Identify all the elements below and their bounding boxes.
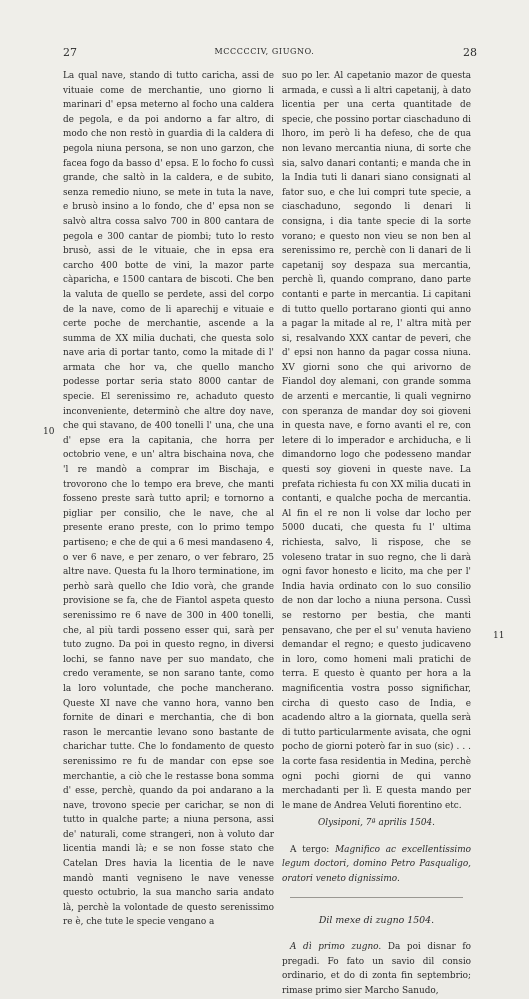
entry-text: Da poi disnar fo pregadi. Fo fato un savio dil consio ordinario, et do di zonta fin septembrio; rimase primo sier Marcho Sanudo, xyxy=(282,942,471,997)
section-heading: Dil mexe di zugno 1504. xyxy=(318,914,435,926)
right-column-text: suo po ler. Al capetanio mazor de questa armada, e cussì a li altri capetanij, à dato licentia per una certa quantitade de specie, che possino portar ciaschaduno di lhoro, im però li ha defeso, che de qua non levano mercantia niuna, di sorte che sia, salvo danari contanti; e manda che in la India tuti li danari siano consignati al fator suo, e che lui compri tute specie, a ciaschaduno, segondo li denari li consigna, i dia tante specie di la sorte vorano; e questo non vieu se non ben al serenissimo re, perchè con li danari de li capetanij soy despaza sua mercantia, perchè lì, quando comprano, dano parte contanti e parte in mercantia. Li capitani di tutto quello portarano gionti qui anno a pagar la mitade al re, l' altra mità per si, resalvando XXX cantar de peveri, che d' epsi non hanno da pagar cossa niuna. XV giorni sono che qui arivorno de Fiandol doy alemani, con grande somma de arzenti e mercantie, li quali vegnirno con speranza de mandar doy soi gioveni in questa nave, e forno avanti el re, con letere di lo imperador e archiducha, e li dimandorno logo che podesseno mandar questi soy gioveni in queste nave. La prefata richiesta fu con XX milia ducati in contanti, e qualche pocha de mercantia. Al fin el re non li volse dar locho per 5000 ducati, che questa fu l' ultima richiesta, salvo, li rispose, che se voleseno tratar in suo regno, che li darà ogni favor honesto e licito, ma che per l' India havia ordinato con lo suo consilio de non dar locho a niuna persona. Cussì se restorno per bestia, che manti pensavano, che per el su' venuta havieno demandar el regno; e questo judicaveno in loro, como homeni mali pratichi de terra. E questo è quanto per hora a la magnificentia vostra posso significhar, circha di questo caso de India, e acadendo altro a la giornata, quella serà di tutto particularmente avisata, che ogni pocho de giorni poterò far in suo (sic) . . . la corte fasa residentia in Medina, perchè ogni pochi giorni de qui vanno merchadanti per lì. E questa mando per le mane de Andrea Veluti fiorentino etc. xyxy=(282,71,471,811)
page-number-left: 27 xyxy=(63,46,77,59)
page-number-right: 28 xyxy=(463,46,477,59)
left-column xyxy=(63,69,274,930)
right-column xyxy=(282,69,471,999)
page-header xyxy=(0,46,529,62)
letter-signature: Olysiponi, 7ª aprilis 1504. xyxy=(318,818,435,829)
address-text: Magnifico ac excellentissimo legum doctori, domino Petro Pasqualigo, oratori veneto dignissimo. xyxy=(282,844,471,885)
margin-line-number-left: 10 xyxy=(43,427,55,437)
section-divider xyxy=(290,897,463,898)
letter-address xyxy=(282,843,471,887)
entry-lead: A dì primo zugno. xyxy=(290,942,382,953)
margin-line-number-right: 11 xyxy=(493,631,505,641)
running-title: MCCCCCIV, GIUGNO. xyxy=(214,47,315,56)
address-lead: A tergo: xyxy=(290,844,330,855)
left-column-text: La qual nave, stando di tutto caricha, assi de vituaie come de merchantie, uno giorno li marinari d' epsa meterno al focho una caldera de pegola, e da poi andorno a far altro, di modo che non restò in guardia di la caldera di pegola niuna persona, se non uno garzon, che facea fogo da basso d' epsa. E lo focho fo cussì grande, che saltò in la caldera, e de subito, senza remedio niuno, se mete in tuta la nave, e brusò insino a lo fondo, che d' epsa non se salvò altra cossa salvo 700 in 800 cantara de pegola e 300 cantar de piombi; tuto lo resto brusò, assi de le vituaie, che in epsa era carcho 400 botte de vini, la mazor parte càparicha, e 1500 cantara de biscoti. Che ben la valuta de quello se perdete, assi del corpo de la nave, como de li aparechij e vituaie e certe poche de merchantie, ascende a la summa de XX milia duchati, che questa solo nave aria di portar tanto, como la mitade di l' armata che hor va, che quello mancho podesse portar seria stato 8000 cantar de specie. El serenissimo re, achaduto questo inconveniente, determinò che altre doy nave, che qui stavano, de 400 tonelli l' una, che una d' epse era la capitania, che horra per octobrio vene, e un' altra bischaina nova, che 'l re mandò a comprar im Bischaja, e trovorono che lo tempo era breve, che manti fosseno preste sarà tutto april; e tornorno a pigliar per consilio, che le nave, che al presente erano preste, con lo primo tempo partiseno; e che de qui a 6 mesi mandaseno 4, o ver 6 nave, e per zenaro, o ver febraro, 25 altre nave. Questa fu la lhoro terminatione, im perhò sarà quello che Idio vorà, che grande provisione se fa, che de Fiantol aspeta questo serenissimo re 6 nave de 300 in 400 tonelli, che, al più tardi posseno esser qui, sarà per tuto zugno. Da poi in questo regno, in diversi lochi, se fanno nave per suo mandato, che credo veramente, se non sarano tante, como la loro voluntade, che poche mancherano. Queste XI nave che vanno hora, vanno ben fornite de dinari e merchantia, che di bon rason le mercantie levano sono bastante de charichar tutte. Che lo fondamento de questo serenissimo re fu de mandar con epse soe merchantie, a ciò che le restasse bona somma d' esse, perchè, quando da poi andarano a la nave, trovono specie per carichar, se non di tutto in qualche parte; a niuna persona, assi de' naturali, come strangeri, non à voluto dar licentia mandi là; e se non fosse stato che Catelan Dres havia la licentia de le nave mandò manti vegniseno le nave venesse questo octubrio, la sua mancho saria andato là, perchè la volontade de questo serenissimo re è, che tute le specie vengano a xyxy=(63,71,274,928)
diary-entry xyxy=(282,940,471,998)
